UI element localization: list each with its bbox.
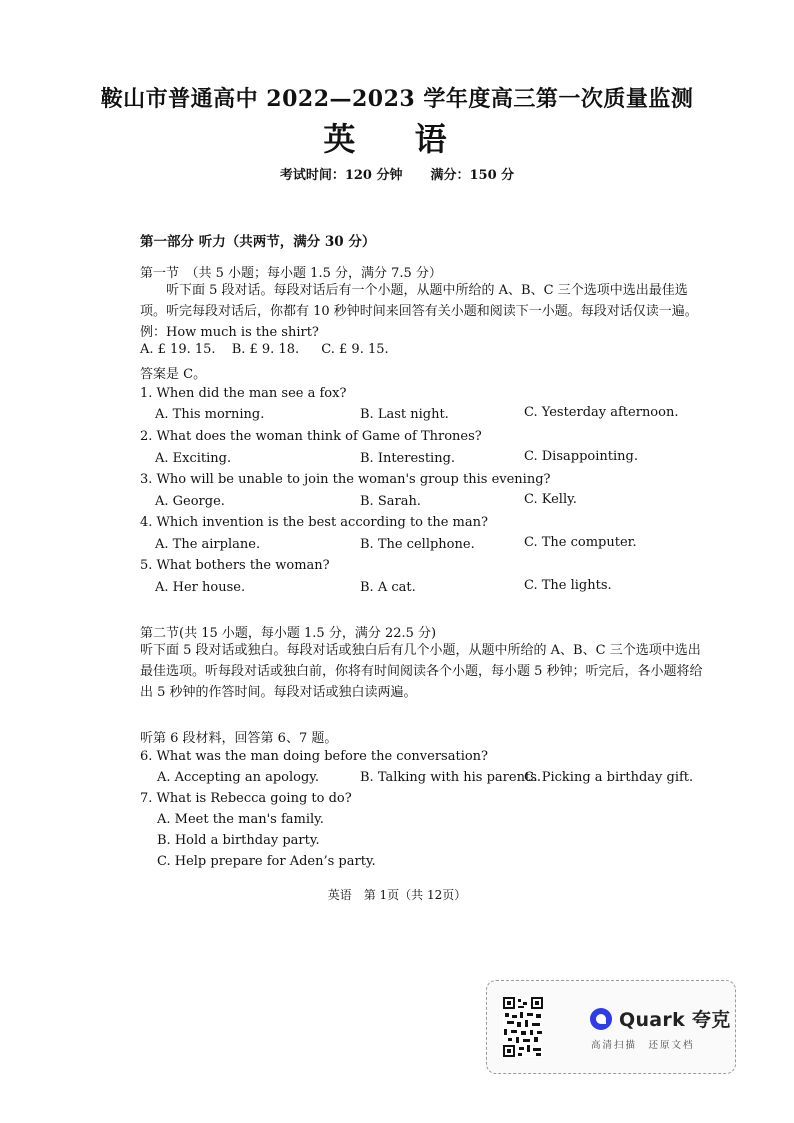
qr-code-icon bbox=[503, 997, 543, 1057]
page-footer bbox=[0, 886, 794, 903]
part1-heading: 第一部分 听力（共两节，满分 30 分） bbox=[140, 234, 376, 250]
option-c: C. Disappointing. bbox=[524, 449, 638, 464]
option-c: C. Yesterday afternoon. bbox=[524, 405, 679, 420]
quark-logo bbox=[589, 1005, 731, 1032]
question-stem: 3. Who will be unable to join the woman's group this evening? bbox=[140, 472, 551, 487]
section2-heading: 第二节(共 15 小题，每小题 1.5 分，满分 22.5 分) bbox=[140, 626, 437, 641]
option-b: B. A cat. bbox=[360, 580, 416, 595]
option-b: B. Sarah. bbox=[360, 494, 421, 509]
exam-info bbox=[0, 164, 794, 183]
quark-tagline: 高清扫描 还原文档 bbox=[591, 1040, 695, 1051]
question-stem: 1. When did the man see a fox? bbox=[140, 386, 347, 401]
option-a: A. Exciting. bbox=[155, 451, 232, 466]
page-number: 第 1页（共 12页） bbox=[363, 888, 467, 902]
option-c: C. Picking a birthday gift. bbox=[524, 770, 694, 785]
section2-instruction: 听下面 5 段对话或独白。每段对话或独白后有几个小题，从题中所给的 A、B、C 三个选项中选出最佳选项。听每段对话或独白前，你将有时间阅读各个小题，每小题 5 秒钟；听完后，各小题将给出 5 秒钟的作答时间。每段对话或独白读两遍。 bbox=[140, 643, 703, 700]
option-b: B. Talking with his parents. bbox=[360, 770, 541, 785]
example-option-b: B. £ 9. 18. bbox=[231, 342, 300, 357]
option-c: C. Help prepare for Aden’s party. bbox=[157, 854, 376, 869]
option-b: B. Hold a birthday party. bbox=[157, 833, 320, 848]
option-c: C. The computer. bbox=[524, 535, 637, 550]
example-option-c: C. £ 9. 15. bbox=[321, 342, 389, 357]
quark-logo-text: Quark 夸克 bbox=[619, 1009, 731, 1031]
example-option-a: A. £ 19. 15. bbox=[140, 342, 216, 357]
option-b: B. The cellphone. bbox=[360, 537, 475, 552]
example-options bbox=[140, 342, 389, 357]
option-a: A. Her house. bbox=[155, 580, 246, 595]
question-stem: 4. Which invention is the best according to the man? bbox=[140, 515, 488, 530]
material-note: 听第 6 段材料，回答第 6、7 题。 bbox=[140, 731, 338, 746]
option-a: A. The airplane. bbox=[155, 537, 261, 552]
quark-logo-icon bbox=[589, 1007, 613, 1031]
option-c: C. The lights. bbox=[524, 578, 612, 593]
question-stem: 5. What bothers the woman? bbox=[140, 558, 330, 573]
example-question: 例：How much is the shirt? bbox=[140, 325, 319, 340]
exam-title: 鞍山市普通高中 2022—2023 学年度高三第一次质量监测 bbox=[100, 86, 694, 112]
section1-instruction: 听下面 5 段对话。每段对话后有一个小题，从题中所给的 A、B、C 三个选项中选出最佳选项。听完每段对话后，你都有 10 秒钟时间来回答有关小题和阅读下一小题。每段对话仅读一遍。 bbox=[140, 283, 698, 319]
quark-watermark[interactable] bbox=[486, 980, 736, 1074]
option-c: C. Kelly. bbox=[524, 492, 577, 507]
section1-heading: 第一节 （共 5 小题；每小题 1.5 分，满分 7.5 分） bbox=[140, 266, 442, 281]
question-stem: 7. What is Rebecca going to do? bbox=[140, 791, 352, 806]
option-a: A. Accepting an apology. bbox=[157, 770, 320, 785]
question-stem: 6. What was the man doing before the conversation? bbox=[140, 749, 489, 764]
subject-title: 英 语 bbox=[323, 120, 471, 158]
option-a: A. Meet the man's family. bbox=[157, 812, 324, 827]
exam-score: 满分：150 分 bbox=[430, 168, 515, 183]
option-b: B. Last night. bbox=[360, 407, 449, 422]
question-stem: 2. What does the woman think of Game of Thrones? bbox=[140, 429, 482, 444]
option-b: B. Interesting. bbox=[360, 451, 456, 466]
exam-time: 考试时间：120 分钟 bbox=[279, 168, 403, 183]
example-answer: 答案是 C。 bbox=[140, 367, 207, 382]
option-a: A. George. bbox=[155, 494, 225, 509]
option-a: A. This morning. bbox=[155, 407, 265, 422]
footer-subject: 英语 bbox=[327, 888, 352, 902]
